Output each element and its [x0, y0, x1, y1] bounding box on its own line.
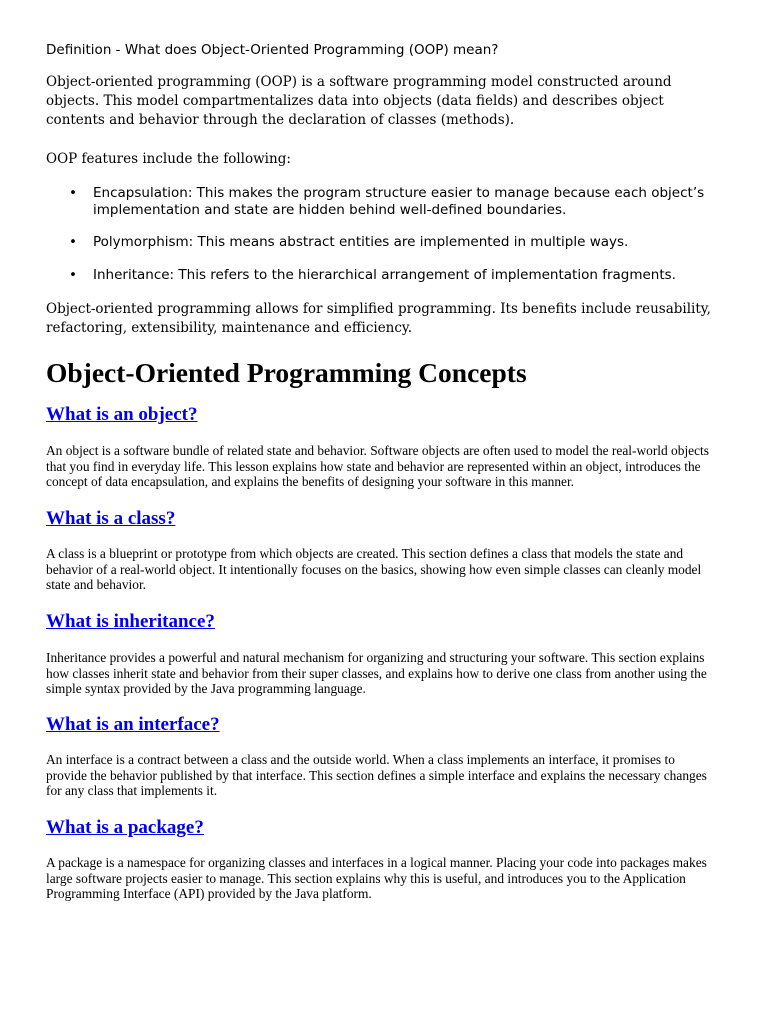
intro-paragraph: Object-oriented programming (OOP) is a software programming model constructed around objects. This model compartmentalizes data into objects (data fields) and describes object contents and behavior through the declaration of classes (methods). — [46, 74, 672, 128]
bullet-icon: • — [69, 267, 77, 283]
package-link[interactable]: What is a package? — [46, 817, 204, 838]
interface-link[interactable]: What is an interface? — [46, 714, 220, 735]
list-item — [46, 267, 718, 284]
benefits-paragraph: Object-oriented programming allows for simplified programming. Its benefits include reusability, refactoring, extensibility, maintenance and efficiency. — [46, 301, 711, 336]
class-link[interactable]: What is a class? — [46, 508, 176, 529]
features-intro: OOP features include the following: — [46, 151, 291, 167]
list-item — [46, 234, 718, 267]
concepts-title: Object-Oriented Programming Concepts — [46, 357, 527, 388]
feature-encapsulation: Encapsulation: This makes the program structure easier to manage because each object’s implementation and state are hidden behind well-defined boundaries. — [93, 185, 705, 218]
definition-title: Definition - What does Object-Oriented Programming (OOP) mean? — [46, 42, 499, 58]
feature-polymorphism: Polymorphism: This means abstract entities are implemented in multiple ways. — [93, 234, 629, 250]
inheritance-link[interactable]: What is inheritance? — [46, 611, 215, 632]
object-link[interactable]: What is an object? — [46, 404, 198, 425]
bullet-icon: • — [69, 185, 77, 201]
features-list — [46, 185, 718, 284]
class-description: A class is a blueprint or prototype from which objects are created. This section defines a class that models the state and behavior of a real-world object. It intentionally focuses on the basics, showing how even simple classes can cleanly model state and behavior. — [46, 546, 702, 592]
object-description: An object is a software bundle of related state and behavior. Software objects are often used to model the real-world objects that you find in everyday life. This lesson explains how state and behavior are represented within an object, introduces the concept of data encapsulation, and explains the benefits of designing your software in this manner. — [46, 443, 709, 489]
bullet-icon: • — [69, 234, 77, 250]
interface-description: An interface is a contract between a class and the outside world. When a class implements an interface, it promises to provide the behavior published by that interface. This section defines a simple interface and explains the necessary changes for any class that implements it. — [46, 752, 707, 798]
inheritance-description: Inheritance provides a powerful and natural mechanism for organizing and structuring your software. This section explains how classes inherit state and behavior from their super classes, and explains how to derive one class from another using the simple syntax provided by the Java programming language. — [46, 650, 707, 696]
list-item — [46, 185, 718, 234]
feature-inheritance: Inheritance: This refers to the hierarchical arrangement of implementation fragments. — [93, 267, 676, 283]
package-description: A package is a namespace for organizing classes and interfaces in a logical manner. Placing your code into packages makes large software projects easier to manage. This section explains why this is useful, and introduces you to the Application Programming Interface (API) provided by the Java platform. — [46, 855, 707, 901]
